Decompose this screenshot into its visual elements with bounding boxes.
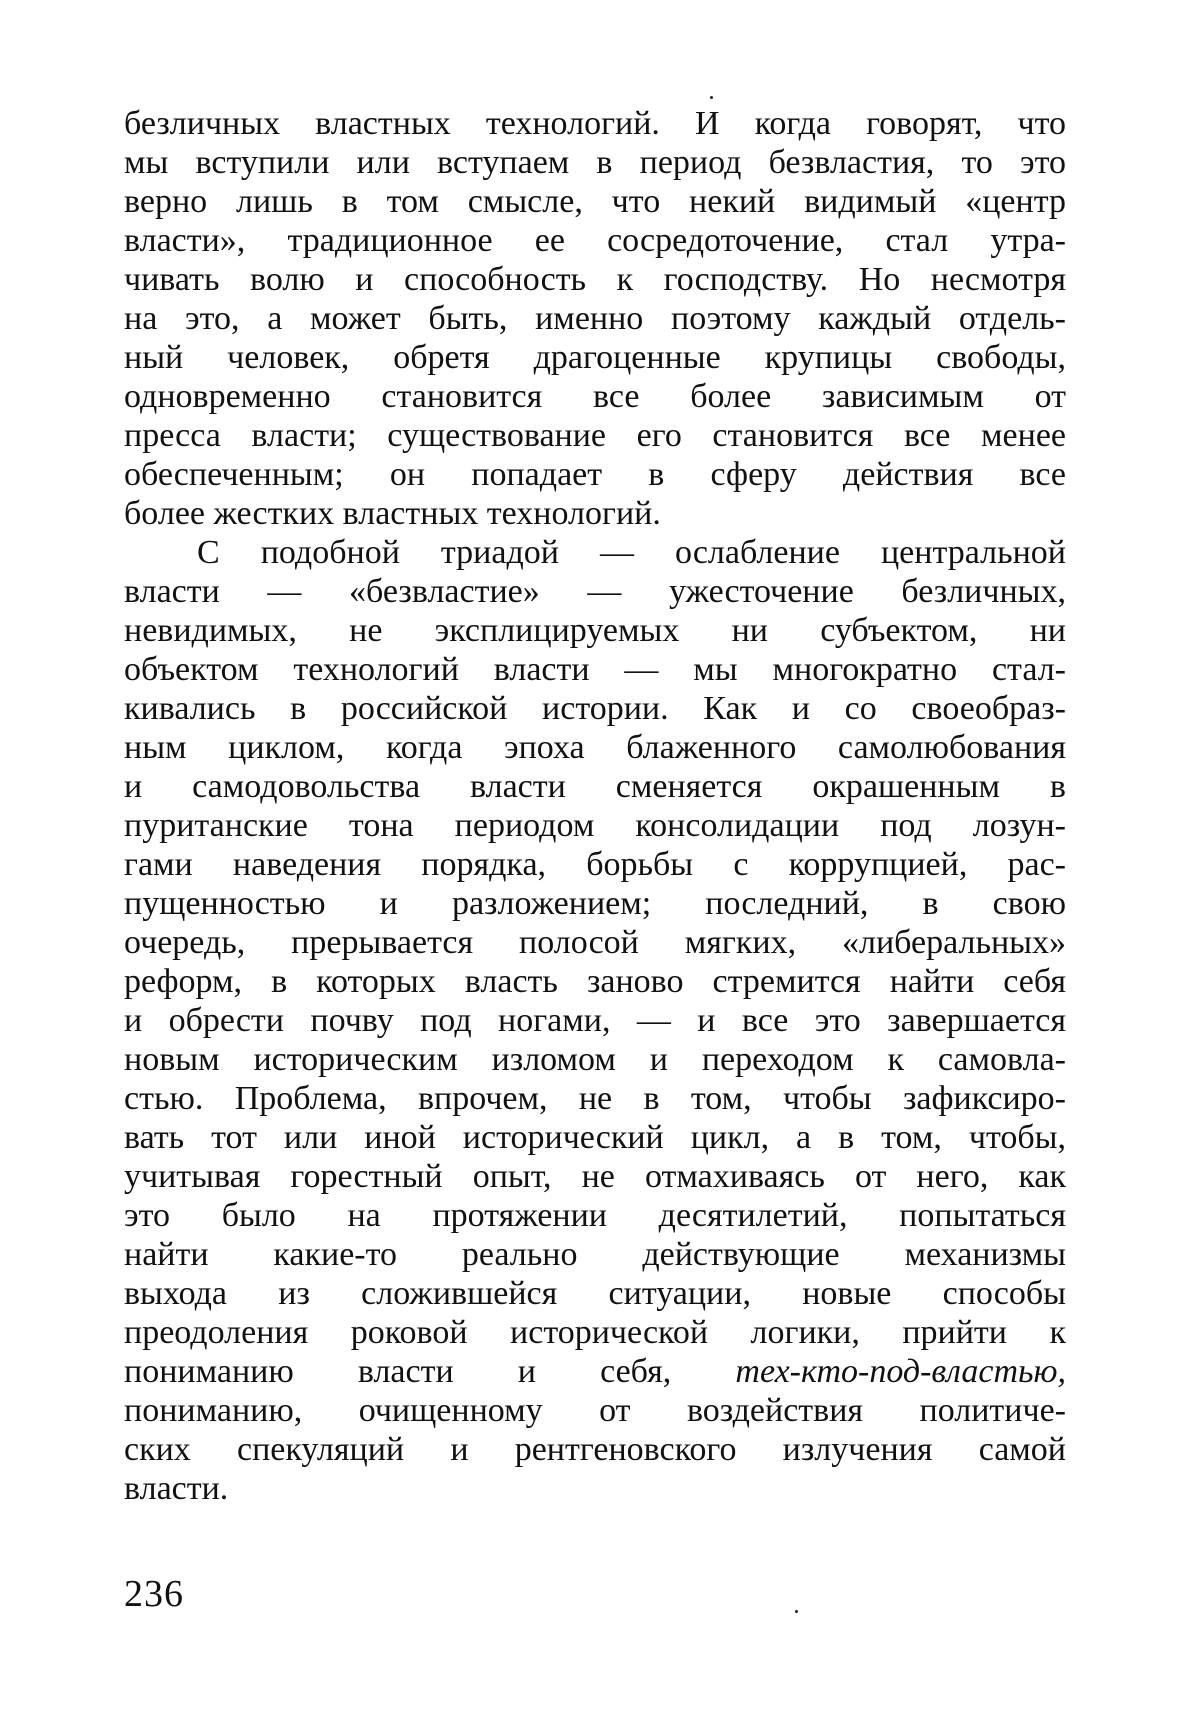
text-line: власти», традиционное ее сосредоточение, стал утра-	[124, 222, 1066, 259]
page-number: 236	[124, 1573, 184, 1615]
text-segment: пониманию власти и себя,	[124, 1353, 672, 1390]
text-line: власти — «безвластие» — ужесточение безличных,	[124, 573, 1066, 610]
text-line: пресса власти; существование его становится все менее	[124, 417, 1066, 454]
text-line: выхода из сложившейся ситуации, новые способы	[124, 1275, 1066, 1312]
paragraph-2	[124, 533, 1066, 1508]
text-line: новым историческим изломом и переходом к самовла-	[124, 1041, 1066, 1078]
text-line: объектом технологий власти — мы многократно стал-	[124, 651, 1066, 688]
text-line: власти.	[124, 1470, 229, 1507]
text-line: гами наведения порядка, борьбы с коррупцией, рас-	[124, 846, 1066, 883]
text-line-with-italic	[124, 1352, 1066, 1391]
text-line: мы вступили или вступаем в период безвластия, то это	[124, 144, 1066, 181]
body-text	[124, 104, 1066, 1508]
text-line: обеспеченным; он попадает в сферу действия все	[124, 456, 1066, 493]
text-line: найти какие-то реально действующие механизмы	[124, 1236, 1066, 1273]
print-speck	[795, 1610, 798, 1613]
text-line: кивались в российской истории. Как и со своеобраз-	[124, 690, 1066, 727]
text-line: пущенностью и разложением; последний, в свою	[124, 885, 1066, 922]
text-line: верно лишь в том смысле, что некий видимый «центр	[124, 183, 1066, 220]
text-line: это было на протяжении десятилетий, попытаться	[124, 1197, 1066, 1234]
text-line: пониманию, очищенному от воздействия политиче-	[124, 1392, 1066, 1429]
text-line: преодоления роковой исторической логики, прийти к	[124, 1314, 1066, 1351]
text-line: учитывая горестный опыт, не отмахиваясь от него, как	[124, 1158, 1066, 1195]
text-line: С подобной триадой — ослабление центральной	[197, 534, 1066, 571]
text-line: безличных властных технологий. И когда говорят, что	[124, 105, 1066, 142]
text-line: невидимых, не эксплицируемых ни субъектом, ни	[124, 612, 1066, 649]
text-line: на это, а может быть, именно поэтому каждый отдель-	[124, 300, 1066, 337]
text-line: реформ, в которых власть заново стремится найти себя	[124, 963, 1066, 1000]
italic-term: тех-кто-под-властью,	[735, 1353, 1066, 1390]
text-line: и обрести почву под ногами, — и все это завершается	[124, 1002, 1066, 1039]
text-line: и самодовольства власти сменяется окрашенным в	[124, 768, 1066, 805]
text-line: ских спекуляций и рентгеновского излучения самой	[124, 1431, 1066, 1468]
text-line: ным циклом, когда эпоха блаженного самолюбования	[124, 729, 1066, 766]
text-line: вать тот или иной исторический цикл, а в том, чтобы,	[124, 1119, 1066, 1156]
text-line: более жестких властных технологий.	[124, 495, 661, 532]
text-line: стью. Проблема, впрочем, не в том, чтобы зафиксиро-	[124, 1080, 1066, 1117]
text-line: одновременно становится все более зависимым от	[124, 378, 1066, 415]
print-speck	[710, 96, 713, 99]
paragraph-1	[124, 104, 1066, 533]
text-line: очередь, прерывается полосой мягких, «либеральных»	[124, 924, 1066, 961]
text-line: ный человек, обретя драгоценные крупицы свободы,	[124, 339, 1066, 376]
text-line: чивать волю и способность к господству. Но несмотря	[124, 261, 1066, 298]
text-line: пуританские тона периодом консолидации под лозун-	[124, 807, 1066, 844]
